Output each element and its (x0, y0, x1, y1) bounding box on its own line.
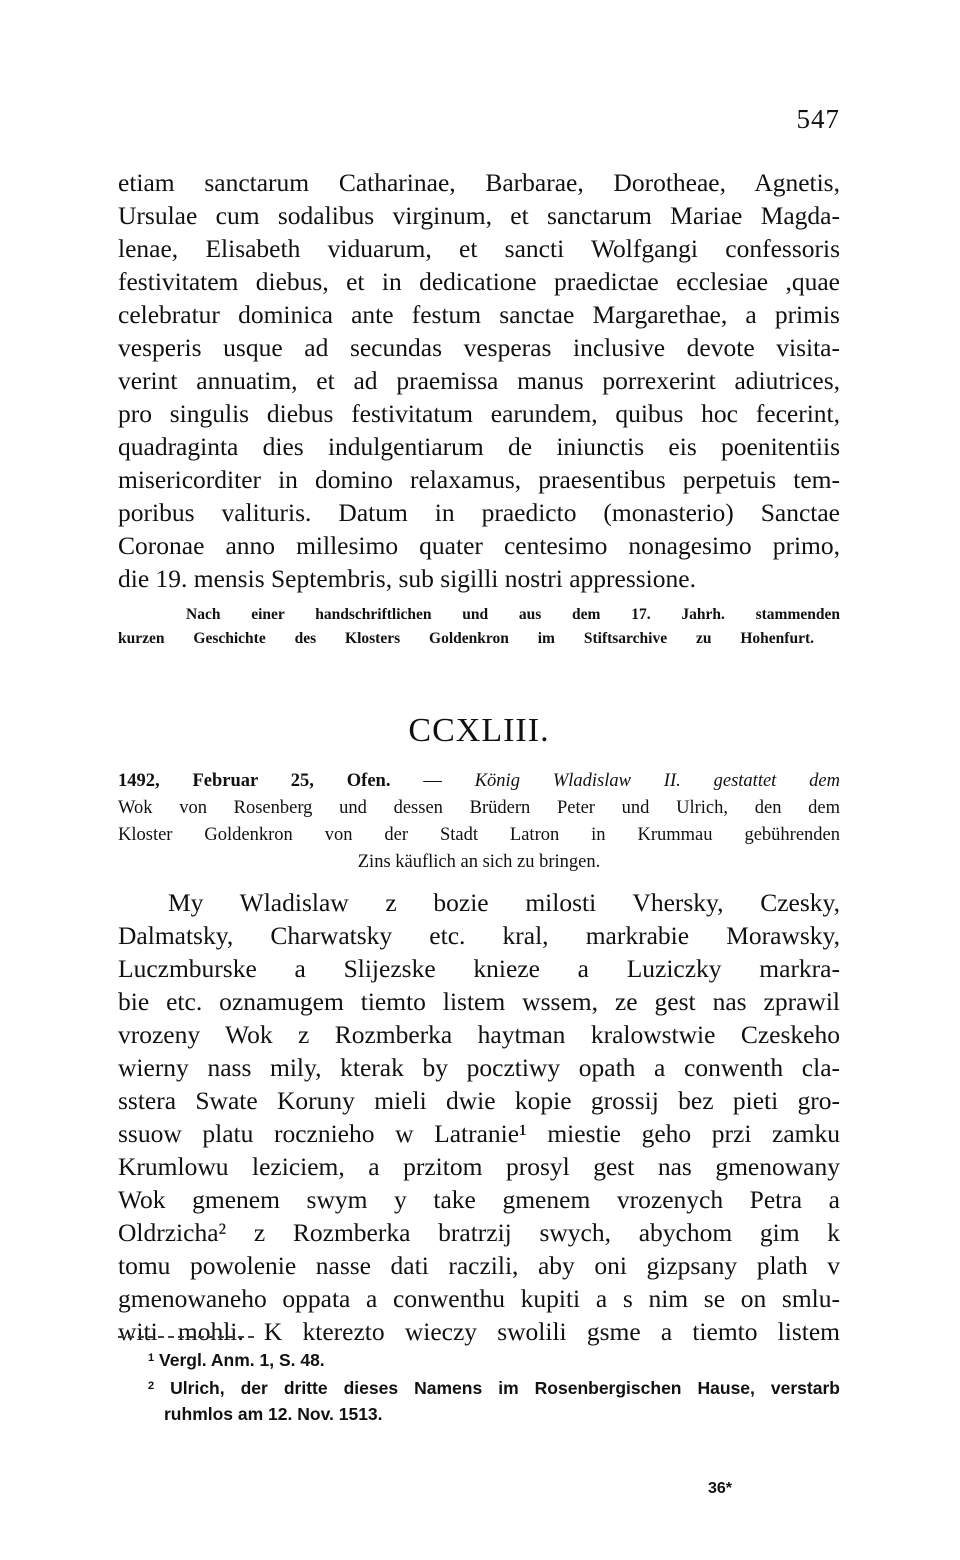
rubric-dash: — (423, 771, 442, 791)
rubric-line (118, 768, 840, 794)
footnote-2 (118, 1374, 840, 1400)
footnote-mark: 2 (148, 1380, 155, 1392)
rubric-summary: König Wladislaw II. gestattet dem (474, 771, 840, 791)
footnote-text: Ulrich, der dritte dieses Namens im Rosenbergischen Hause, verstarb (170, 1378, 840, 1398)
footnote-text: Vergl. Anm. 1, S. 48. (159, 1350, 325, 1370)
text-line: pro singulis diebus festivitatum earundem, quibus hoc fecerint, (118, 399, 840, 428)
text-line: poribus valituris. Datum in praedicto (monasterio) Sanctae (118, 498, 840, 527)
section-numeral: CCXLIII. (408, 712, 550, 749)
text-line: bie etc. oznamugem tiemto listem wssem, ze gest nas zprawil (118, 987, 840, 1016)
footnote-1 (118, 1346, 840, 1372)
text-line: vesperis usque ad secundas vesperas inclusive devote visita- (118, 333, 840, 362)
source-note-line: kurzen Geschichte des Klosters Goldenkron im Stiftsarchive zu Hohenfurt. (118, 630, 814, 647)
text-line: ssuow platu rocznieho w Latranie¹ miestie geho przi zamku (118, 1119, 840, 1148)
rubric-date: 1492, Februar 25, Ofen. (118, 771, 391, 791)
footnote-rule (118, 1336, 254, 1338)
text-line: gmenowaneho oppata a conwenthu kupiti a s nim se on smlu- (118, 1284, 840, 1313)
text-line: celebratur dominica ante festum sanctae Margarethae, a primis (118, 300, 840, 329)
text-line: misericorditer in domino relaxamus, praesentibus perpetuis tem- (118, 465, 840, 494)
rubric-line: Zins käuflich an sich zu bringen. (357, 852, 601, 872)
page-number: 547 (796, 104, 840, 134)
text-line: Oldrzicha² z Rozmberka bratrzij swych, abychom gim k (118, 1218, 840, 1247)
rubric-line: Kloster Goldenkron von der Stadt Latron in Krummau gebührenden (118, 825, 840, 845)
text-line: Ursulae cum sodalibus virginum, et sanctarum Mariae Magda- (118, 201, 840, 230)
text-line: verint annuatim, et ad praemissa manus porrexerint adiutrices, (118, 366, 840, 395)
footnote-mark: 1 (148, 1352, 155, 1364)
text-line: lenae, Elisabeth viduarum, et sancti Wolfgangi confessoris (118, 234, 840, 263)
text-line: quadraginta dies indulgentiarum de iniunctis eis poenitentiis (118, 432, 840, 461)
text-line: Krumlowu leziciem, a przitom prosyl gest nas gmenowany (118, 1152, 840, 1181)
footnote-2-continuation: ruhmlos am 12. Nov. 1513. (164, 1404, 383, 1424)
text-line: My Wladislaw z bozie milosti Vhersky, Czesky, (168, 888, 840, 917)
text-line: sstera Swate Koruny mieli dwie kopie grossij bez pieti gro- (118, 1086, 840, 1115)
text-line: Wok gmenem swym y take gmenem vrozenych Petra a (118, 1185, 840, 1214)
text-line: wierny nass mily, kterak by pocztiwy opath a conwenth cla- (118, 1053, 840, 1082)
source-note-line: Nach einer handschriftlichen und aus dem 17. Jahrh. stammenden (186, 606, 840, 623)
text-line: Luczmburske a Slijezske knieze a Luziczky markra- (118, 954, 840, 983)
text-line: vrozeny Wok z Rozmberka haytman kralowstwie Czeskeho (118, 1020, 840, 1049)
rubric-line: Wok von Rosenberg und dessen Brüdern Peter und Ulrich, den dem (118, 798, 840, 818)
text-line: Coronae anno millesimo quater centesimo nonagesimo primo, (118, 531, 840, 560)
text-line: witi mohli. K kterezto wieczy swolili gsme a tiemto listem (118, 1317, 840, 1346)
text-line: festivitatem diebus, et in dedicatione praedictae ecclesiae ,quae (118, 267, 840, 296)
text-line: etiam sanctarum Catharinae, Barbarae, Dorotheae, Agnetis, (118, 168, 840, 197)
text-line: tomu powolenie nasse dati raczili, aby oni gizpsany plath v (118, 1251, 840, 1280)
text-line: die 19. mensis Septembris, sub sigilli nostri appressione. (118, 564, 696, 593)
signature-mark: 36* (707, 1480, 732, 1497)
text-line: Dalmatsky, Charwatsky etc. kral, markrabie Morawsky, (118, 921, 840, 950)
